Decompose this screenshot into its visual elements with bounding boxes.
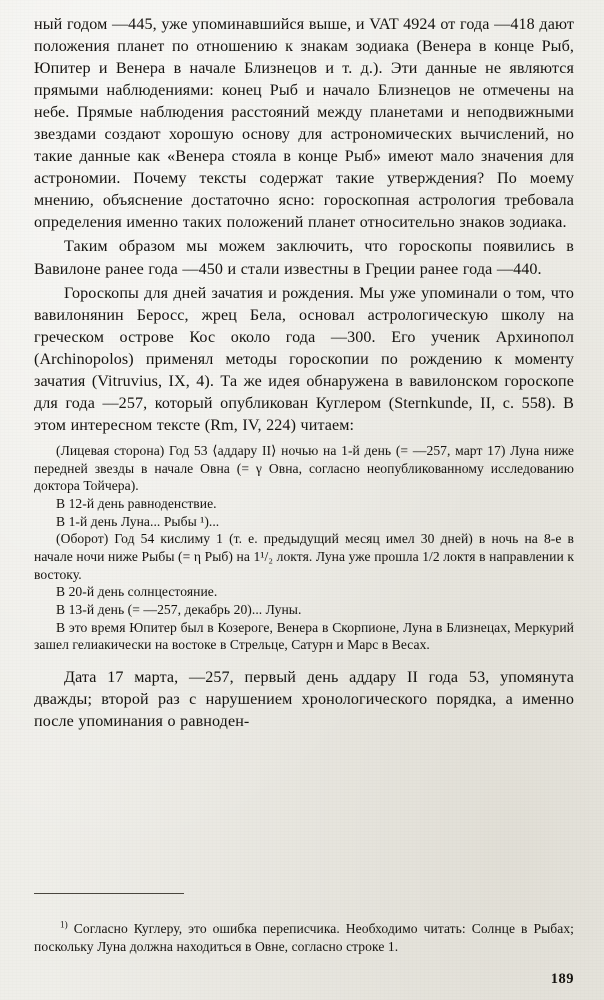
closing-text-block	[34, 667, 574, 733]
paragraph-4: Дата 17 марта, —257, первый день аддару II года 53, упомянута дважды; второй раз с нарушением хронологического порядка, а именно после упоминания о равноден-	[34, 668, 574, 731]
quote-line: В 1-й день Луна... Рыбы ¹)...	[56, 513, 220, 529]
footnote-marker: 1)	[60, 919, 68, 930]
quote-line: (Лицевая сторона) Год 53 ⟨аддару II⟩ ночью на 1-й день (= —257, март 17) Луна ниже передней звезды в начале Овна (= γ Овна, согласно неопубликованному исследованию доктора Тойчера).	[34, 442, 574, 494]
paragraph-1: ный годом —445, уже упоминавшийся выше, и VAT 4924 от года —418 дают положения планет по отношению к знакам зодиака (Венера в конце Рыб, Юпитер и Венера в начале Близнецов и т. д.). Эти данные не являются прямыми наблюдениями: конец Рыб и начало Близнецов не отмечены на небе. Прямые наблюдения расстояний между планетами и неподвижными звездами создают хорошую основу для астрономических вычислений, но такие данные как «Венера стояла в конце Рыб» имеют мало значения для астрономии. Почему тексты содержат такие утверждения? По моему мнению, объяснение достаточно ясно: гороскопная астрология требовала определения именно таких положений планет относительно знаков зодиака.	[34, 16, 574, 232]
footnote-body: Согласно Куглеру, это ошибка переписчика. Необходимо читать: Солнце в Рыбах; поскольку Луна должна находиться в Овне, согласно строке 1.	[34, 921, 574, 955]
paragraph-3: Гороскопы для дней зачатия и рождения. Мы уже упоминали о том, что вавилонянин Беросс, жрец Бела, основал астрологическую школу на греческом острове Кос около года —300. Его ученик Архинопол (Archinopolos) применял методы гороскопии по рождению к моменту зачатия (Vitruvius, IX, 4). Та же идея обнаружена в вавилонском гороскопе для года —257, который опубликован Куглером (Sternkunde, II, с. 558). В этом интересном тексте (Rm, IV, 224) читаем:	[34, 284, 574, 434]
quote-line: В 12-й день равноденствие.	[56, 495, 217, 511]
quote-line: В это время Юпитер был в Козероге, Венера в Скорпионе, Луна в Близнецах, Меркурий зашел гелиакически на востоке в Стрельце, Сатурн и Марс в Весах.	[34, 619, 574, 653]
quote-line: (Оборот) Год 54 кислиму 1 (т. е. предыдущий месяц имел 30 дней) в ночь на 8-е в начале ночи ниже Рыбы (= η Рыб) на 1¹/₂ локтя. Луна уже прошла 1/2 локтя в направлении к востоку.	[34, 531, 574, 582]
quote-line: В 13-й день (= —257, декабрь 20)... Луны.	[56, 601, 302, 617]
quoted-text-block	[34, 442, 574, 654]
quote-line: В 20-й день солнцестояние.	[56, 584, 218, 600]
footnote-block	[34, 920, 574, 956]
page-number: 189	[550, 971, 574, 987]
footnote-text	[34, 920, 574, 956]
paragraph-2: Таким образом мы можем заключить, что гороскопы появились в Вавилоне ранее года —450 и стали известны в Греции ранее года —440.	[34, 238, 574, 278]
footnote-divider	[34, 893, 184, 894]
main-text-column	[34, 14, 574, 437]
